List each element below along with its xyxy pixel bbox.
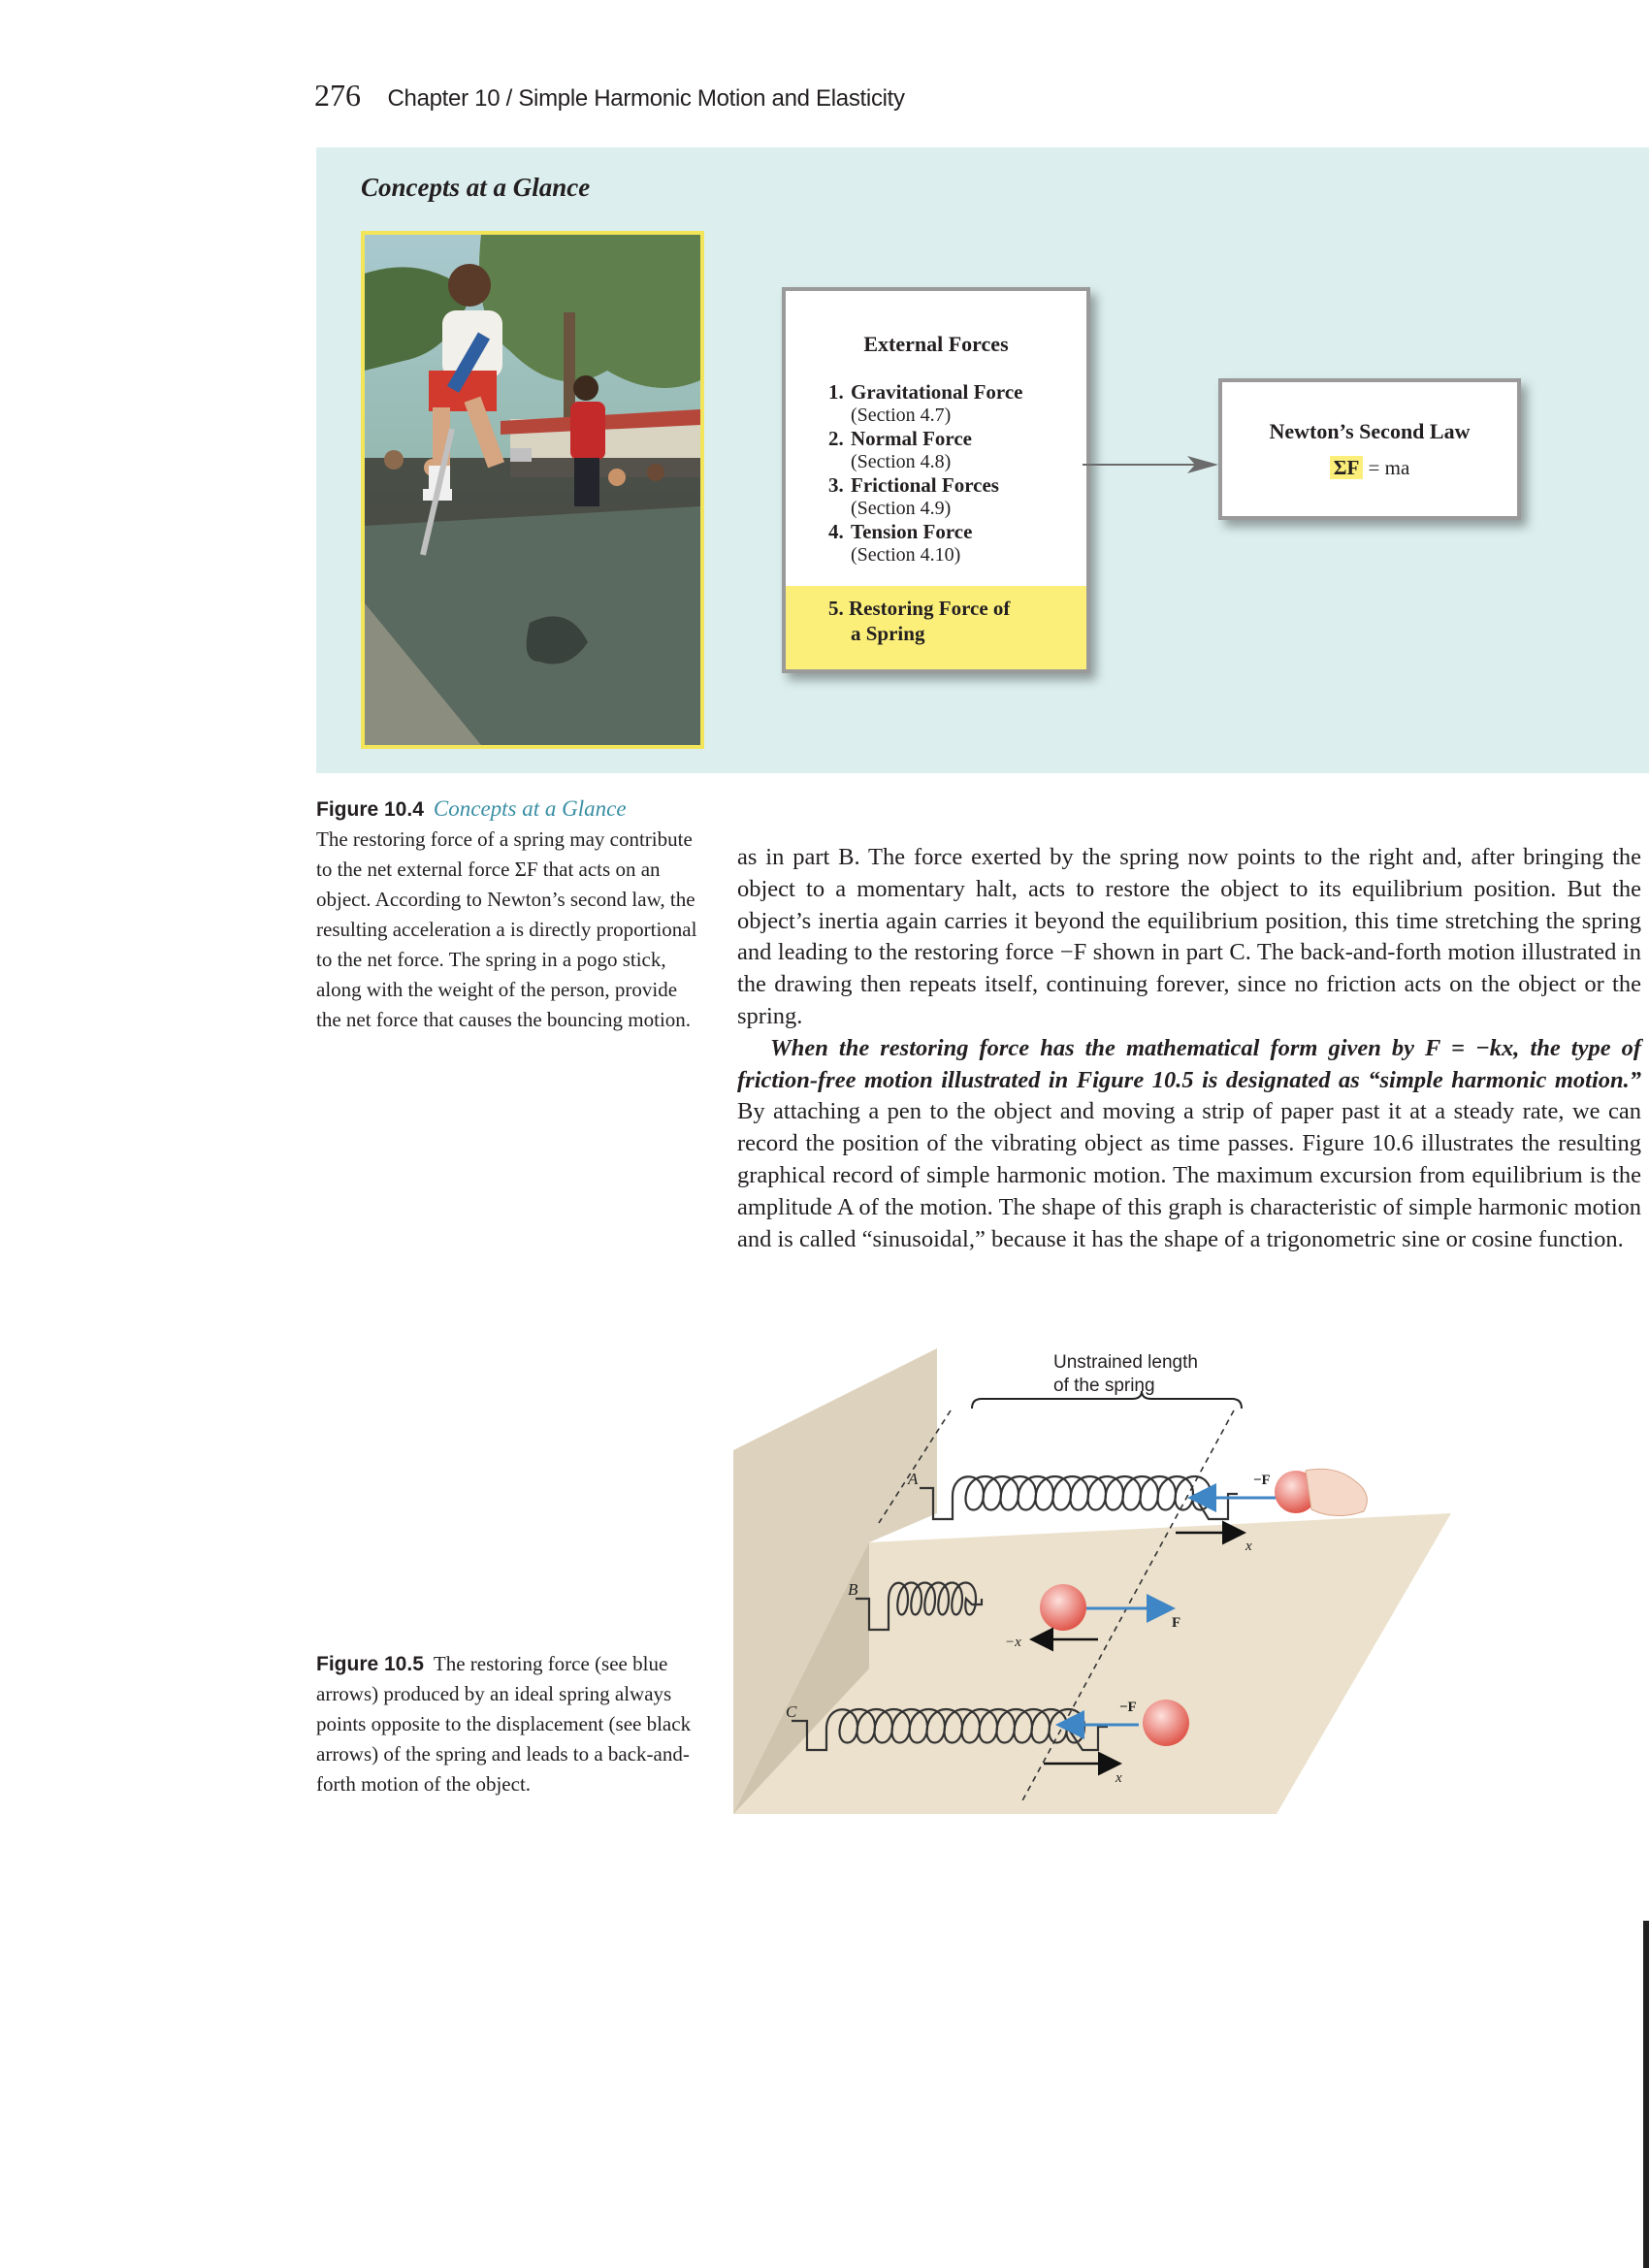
concept-arrow [1083,452,1220,477]
label-neg-f-a: −F [1253,1473,1271,1488]
item-number: 3. [828,473,844,497]
label-neg-x-b: −x [1005,1635,1021,1650]
concepts-title: Concepts at a Glance [361,173,591,202]
external-force-item [828,473,1023,520]
paragraph: as in part B. The force exerted by the spring now points to the right and, after bringing the object to a momentary halt, acts to restore the object to its equilibrium position. But the object’s inertia again carries it beyond the equilibrium position, this time stretching the spring and leading to the restoring force −F shown in part C. The back-and-forth motion illustrated in the drawing then repeats itself, continuing forever, since no friction acts on the object or the spring. [737,844,1641,1029]
highlight-line-2: a Spring [851,622,925,645]
external-forces-box [782,287,1090,673]
label-neg-f-c: −F [1119,1700,1137,1715]
paragraph [737,1033,1641,1256]
unstrained-line-2: of the spring [1053,1376,1155,1396]
figure-label: Figure 10.4 [316,798,424,821]
item-number: 4. [828,520,844,543]
emphasis-text: When the restoring force has the mathematical form given by F = −kx, the type of friction-free motion illustrated in Figure 10.5 is designated as “simple harmonic motion.” [737,1034,1641,1093]
label-x-c: x [1116,1770,1122,1786]
item-section: (Section 4.7) [851,405,952,426]
item-number: 2. [828,427,844,450]
label-b: B [848,1580,858,1599]
external-forces-title: External Forces [863,332,1009,356]
newton-title: Newton’s Second Law [1269,419,1471,443]
external-forces-list [828,380,1023,567]
body-text [737,842,1641,1255]
figure-10-4-caption [316,794,699,1035]
figure-label: Figure 10.5 [316,1653,424,1675]
scan-edge [1643,1921,1649,2268]
figure-caption-text: The restoring force (see blue arrows) produced by an ideal spring always points opposite to the displacement (see black arrows) of the spring and leads to a back-and-forth motion of the object. [316,1652,692,1796]
page-number: 276 [314,78,361,113]
item-section: (Section 4.8) [851,451,952,472]
label-c: C [786,1702,797,1721]
paragraph-continuation: By attaching a pen to the object and moving a strip of paper past it at a steady rate, we can record the position of the vibrating object as time passes. Figure 10.6 illustrates the resulting graphical record of simple harmonic motion. The maximum excursion from equilibrium is the amplitude A of the motion. The shape of this graph is characteristic of simple harmonic motion and is called “sinusoidal,” because it has the shape of a trigonometric sine or cosine function. [737,1098,1641,1252]
figure-10-5-diagram [733,1348,1451,1824]
figure-caption-text: The restoring force of a spring may contribute to the net external force ΣF that acts on an object. According to Newton’s second law, the resulting acceleration a is directly proportional to the net force. The spring in a pogo stick, along with the weight of the person, provide the net force that causes the bouncing motion. [316,827,697,1031]
figure-10-5-caption [316,1649,699,1799]
label-x-a: x [1245,1539,1252,1554]
newton-equation [1222,456,1517,480]
chapter-title: Chapter 10 / Simple Harmonic Motion and Elasticity [387,85,905,112]
unstrained-line-1: Unstrained length [1053,1352,1198,1373]
running-head [314,78,905,113]
external-force-item [828,427,1023,473]
equation-rhs: = ma [1368,456,1410,479]
label-f-b: F [1172,1615,1181,1631]
figure-subtitle: Concepts at a Glance [433,796,627,821]
item-section: (Section 4.9) [851,498,952,519]
item-section: (Section 4.10) [851,544,961,566]
external-force-item [828,380,1023,427]
highlight-line-1: 5. Restoring Force of [828,597,1011,620]
item-label: Normal Force [851,427,972,450]
external-force-item [828,520,1023,567]
item-label: Gravitational Force [851,380,1023,404]
item-label: Tension Force [851,520,973,543]
newtons-second-law-box [1218,378,1521,520]
restoring-force-highlight [786,586,1086,669]
item-label: Frictional Forces [851,473,999,497]
item-number: 1. [828,380,844,404]
pogo-stick-photo [361,231,704,749]
sum-of-forces: ΣF [1330,456,1364,479]
label-a: A [908,1470,919,1488]
